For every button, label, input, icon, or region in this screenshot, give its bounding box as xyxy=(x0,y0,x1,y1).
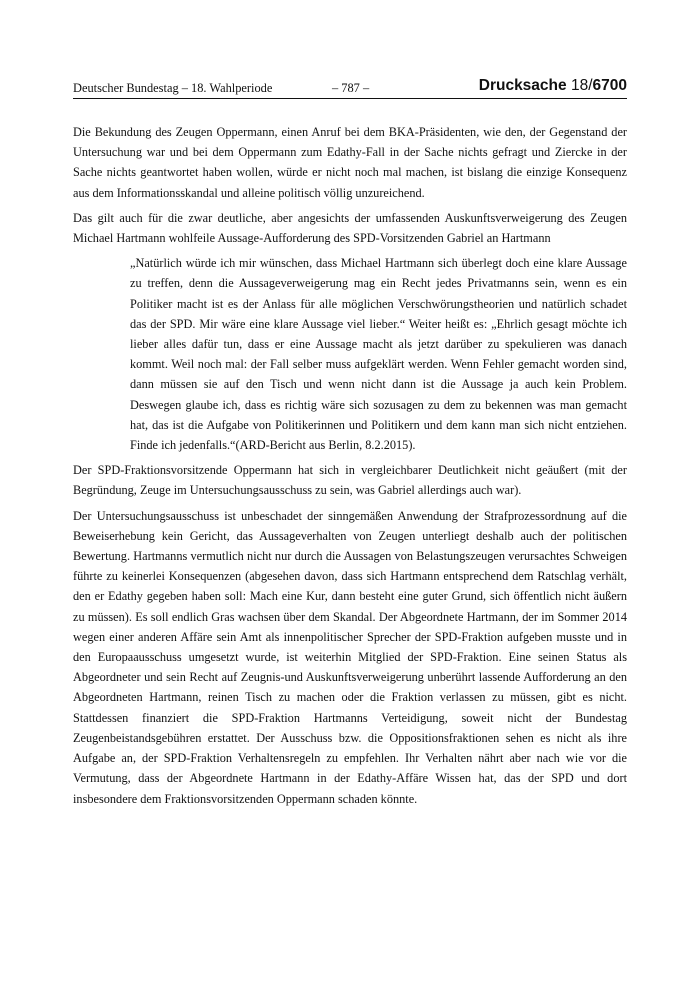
document-body xyxy=(73,122,627,814)
block-quote: „Natürlich würde ich mir wünschen, dass Michael Hartmann sich überlegt doch eine klare Aussage zu treffen, denn die Aussageverweigerung mag ein Recht jedes Privatmanns sein, wenn es ein Politiker macht ist es der Anlass für alle möglichen Verschwörungstheorien und natürlich schadet das der SPD. Mir wäre eine klare Aussage viel lieber.“ Weiter heißt es: „Ehrlich gesagt möchte ich lieber alles dafür tun, dass er eine Aussage macht als jetzt darüber zu spekulieren was danach kommt. Weil noch mal: der Fall selber muss aufgeklärt werden. Wenn Fehler gemacht worden sind, dann müssen sie auf den Tisch und wenn nicht dann ist die Aussage ja auch kein Problem. Deswegen glaube ich, dass es richtig wäre sich sozusagen zu dem zu bekennen was man gemacht hat, das ist die Aufgabe von Politikerinnen und Politikern und dem kann man sich nicht entziehen. Finde ich jedenfalls.“(ARD-Bericht aus Berlin, 8.2.2015). xyxy=(130,256,627,453)
document-number-prefix: 18/ xyxy=(570,77,593,94)
header-rule xyxy=(73,98,627,99)
document-number xyxy=(479,77,627,95)
paragraph-4: Der Untersuchungsausschuss ist unbeschadet der sinngemäßen Anwendung der Strafprozessordnung auf die Beweiserhebung kein Gericht, das Aussageverhalten von Zeugen unterliegt deshalb auch der politischen Bewertung. Hartmanns vermutlich nicht nur durch die Aussagen von Belastungszeugen verursachtes Schweigen führte zu keinerlei Konsequenzen (abgesehen davon, dass sich Hartmann entsprechend dem Ratschlag verhält, den er Edathy gegeben haben soll: Mach eine Kur, dann besteht eine guter Grund, sich öffentlich nicht äußern zu müssen). Es soll endlich Gras wachsen über dem Skandal. Der Abgeordnete Hartmann, der im Sommer 2014 wegen einer anderen Affäre sein Amt als innenpolitischer Sprecher der SPD-Fraktion aufgeben musste und in den Europaausschuss umgesetzt wurde, ist weiterhin Mitglied der SPD-Fraktion. Eine seinen Status als Abgeordneter und sein Recht auf Zeugnis-und Auskunftsverweigerung unberührt lassende Aufforderung an den Abgeordneten Hartmann, reinen Tisch zu machen oder die Fraktion verlassen zu müssen, gibt es nicht. Stattdessen finanziert die SPD-Fraktion Hartmanns Verteidigung, soweit nicht der Bundestag Zeugenbeistandsgebühren erstattet. Der Ausschuss bzw. die Oppositionsfraktionen sehen es nicht als ihre Aufgabe an, der SPD-Fraktion Verhaltensregeln zu empfehlen. Ihr Verhalten nährt aber nach wie vor die Vermutung, dass der Abgeordnete Hartmann in der Edathy-Affäre Wissen hat, das der SPD und dort insbesondere dem Fraktionsvorsitzenden Oppermann schaden könnte. xyxy=(73,508,627,806)
document-number-suffix: 6700 xyxy=(592,77,627,94)
paragraph-2: Das gilt auch für die zwar deutliche, aber angesichts der umfassenden Auskunftsverweigerung des Zeugen Michael Hartmann wohlfeile Aussage-Aufforderung des SPD-Vorsitzenden Gabriel an Hartmann xyxy=(73,210,627,246)
page-header xyxy=(73,77,627,99)
paragraph-3: Der SPD-Fraktionsvorsitzende Oppermann hat sich in vergleichbarer Deutlichkeit nicht geäußert (mit der Begründung, Zeuge im Untersuchungsausschuss zu sein, was Gabriel allerdings auch war). xyxy=(73,463,627,498)
page-number: – 787 – xyxy=(332,81,370,95)
publication-title: Deutscher Bundestag – 18. Wahlperiode xyxy=(73,81,273,95)
document-number-label: Drucksache xyxy=(478,77,567,94)
paragraph-1: Die Bekundung des Zeugen Oppermann, einen Anruf bei dem BKA-Präsidenten, wie den, der Gegenstand der Untersuchung war und bei dem Oppermann zum Edathy-Fall in der Sache nichts gefragt und Ziercke in der Sache nichts geantwortet haben wollen, würde er nicht noch mal machen, ist bislang die einzige Konsequenz aus dem Informationsskandal und alleine politisch völlig unzureichend. xyxy=(73,125,627,200)
